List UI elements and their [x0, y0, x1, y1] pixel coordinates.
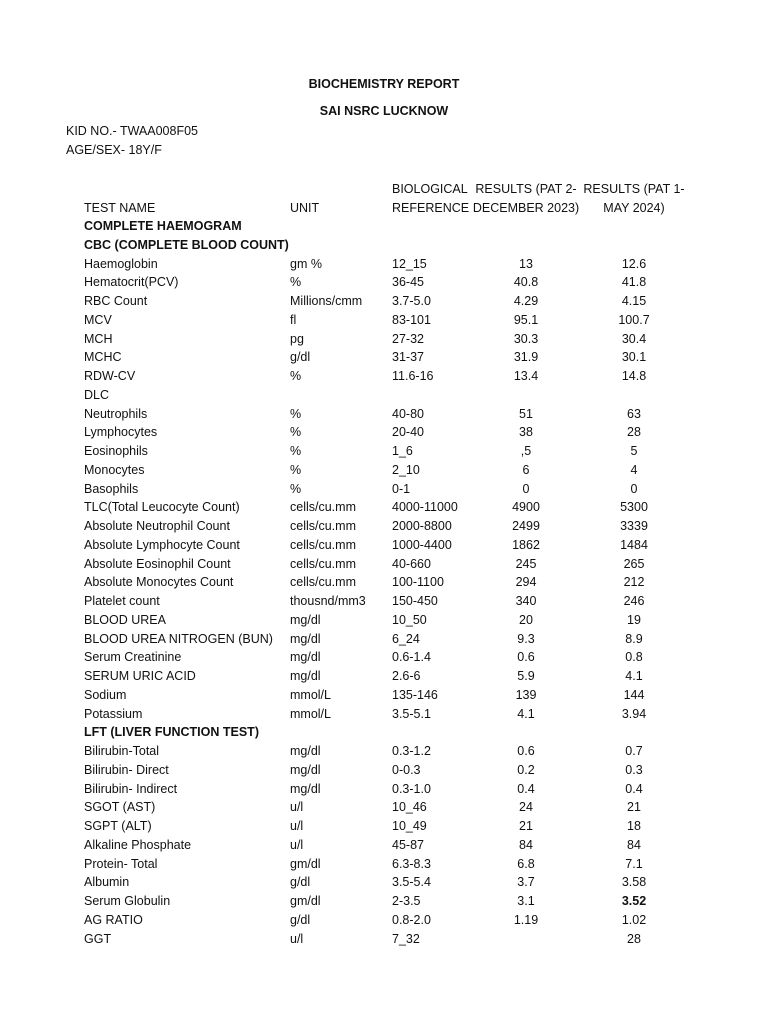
reference-cell: 0.6-1.4 [392, 650, 431, 665]
result-pat2-cell: 6 [522, 462, 530, 477]
reference-cell: 45-87 [392, 837, 424, 852]
section-header-row [0, 217, 768, 236]
reference-cell: 135-146 [392, 687, 438, 702]
table-row [0, 611, 768, 630]
unit-cell: fl [290, 312, 297, 327]
result-pat2-cell: 20 [519, 612, 533, 627]
result-pat2-cell: 31.9 [513, 350, 539, 365]
result-pat2-cell: 5.9 [517, 669, 535, 683]
reference-cell: 31-37 [392, 350, 424, 365]
result-pat1-cell: 144 [623, 687, 645, 702]
res2-line1: RESULTS (PAT 2- [475, 182, 577, 196]
result-pat2-cell: 4900 [512, 500, 540, 515]
reference-cell: 27-32 [392, 331, 424, 346]
test-name-cell: Bilirubin- Indirect [84, 781, 178, 796]
reference-cell: 4000-11000 [392, 500, 458, 515]
section-header-row [0, 723, 768, 742]
table-row [0, 480, 768, 499]
unit-cell: u/l [290, 931, 304, 946]
table-row [0, 798, 768, 817]
test-name-cell: Bilirubin- Direct [84, 762, 169, 777]
table-row [0, 461, 768, 480]
unit-cell: mmol/L [290, 706, 331, 721]
test-name-cell: MCHC [84, 350, 122, 365]
unit-cell: mg/dl [290, 762, 321, 777]
result-pat2-cell: 21 [519, 819, 533, 833]
unit-cell: % [290, 406, 302, 421]
result-pat1-cell: 19 [627, 612, 641, 627]
reference-cell: 2000-8800 [392, 519, 452, 533]
result-pat2-cell: ,5 [520, 444, 532, 458]
result-pat1-cell: 3.52 [621, 894, 647, 908]
test-name-cell: BLOOD UREA [84, 612, 166, 627]
result-pat2-cell: 0.6 [517, 650, 535, 665]
result-pat2-cell: 2499 [512, 519, 540, 533]
test-name-cell: Absolute Lymphocyte Count [84, 537, 240, 552]
result-pat1-cell: 12.6 [621, 256, 647, 271]
result-pat2-cell: 3.1 [517, 894, 535, 908]
table-row [0, 930, 768, 949]
table-row [0, 873, 768, 892]
test-name-cell: Basophils [84, 481, 139, 496]
result-pat1-cell: 4 [630, 462, 638, 477]
table-row [0, 742, 768, 761]
result-pat2-cell: 4.29 [513, 294, 539, 308]
result-pat1-cell: 5300 [620, 500, 648, 515]
result-pat1-cell: 30.4 [621, 331, 647, 346]
unit-cell: mg/dl [290, 650, 321, 665]
age-sex: AGE/SEX- 18Y/F [66, 143, 162, 157]
table-row [0, 273, 768, 292]
bio-ref-line2: REFERENCE [392, 201, 470, 215]
result-pat1-cell: 7.1 [625, 856, 643, 871]
result-pat1-cell: 84 [627, 837, 641, 852]
table-row [0, 705, 768, 724]
unit-cell: cells/cu.mm [290, 537, 356, 552]
table-row [0, 498, 768, 517]
result-pat2-cell: 1862 [512, 537, 540, 552]
res2-line2: DECEMBER 2023) [472, 201, 580, 215]
unit-cell: g/dl [290, 350, 311, 365]
reference-cell: 3.5-5.1 [392, 706, 431, 721]
result-pat2-cell: 139 [515, 687, 537, 702]
reference-cell: 2.6-6 [392, 669, 421, 683]
test-name-cell: Lymphocytes [84, 425, 158, 440]
result-pat1-cell: 3339 [620, 519, 648, 533]
table-row [0, 348, 768, 367]
table-row [0, 442, 768, 461]
unit-cell: % [290, 425, 302, 440]
test-name-cell: Monocytes [84, 462, 145, 477]
test-name-cell: Haemoglobin [84, 256, 158, 271]
unit-cell: % [290, 369, 302, 383]
table-row [0, 517, 768, 536]
table-row [0, 292, 768, 311]
unit-cell: gm/dl [290, 894, 321, 908]
test-name-cell: SGPT (ALT) [84, 819, 152, 833]
reference-cell: 83-101 [392, 312, 431, 327]
result-pat1-cell: 100.7 [618, 312, 650, 327]
result-pat1-cell: 265 [623, 556, 645, 571]
result-pat1-cell: 28 [627, 425, 641, 440]
result-pat1-cell: 0.8 [625, 650, 643, 665]
result-pat2-cell: 0.6 [517, 744, 535, 758]
test-name-cell: Bilirubin-Total [84, 744, 160, 758]
unit-cell: cells/cu.mm [290, 519, 356, 533]
table-row [0, 911, 768, 930]
table-row [0, 892, 768, 911]
result-pat2-cell: 0 [522, 481, 530, 496]
unit-cell: cells/cu.mm [290, 500, 356, 515]
reference-cell: 0-1 [392, 481, 411, 496]
result-pat1-cell: 63 [627, 406, 641, 421]
result-pat2-cell: 4.1 [517, 706, 535, 721]
table-row [0, 686, 768, 705]
result-pat2-cell: 24 [519, 800, 533, 815]
kid-number: KID NO.- TWAA008F05 [66, 124, 198, 138]
test-name-cell: Neutrophils [84, 406, 148, 421]
reference-cell: 11.6-16 [392, 369, 434, 383]
reference-cell: 40-80 [392, 406, 424, 421]
result-pat1-cell: 0 [630, 481, 638, 496]
table-row [0, 536, 768, 555]
result-pat1-cell: 5 [630, 444, 638, 458]
test-name-cell: Absolute Eosinophil Count [84, 556, 231, 571]
reference-cell: 12_15 [392, 256, 427, 271]
result-pat2-cell: 51 [519, 406, 533, 421]
unit-cell: % [290, 462, 302, 477]
unit-cell: % [290, 481, 302, 496]
test-name-cell: Sodium [84, 687, 127, 702]
table-row [0, 367, 768, 386]
test-name-cell: LFT (LIVER FUNCTION TEST) [84, 725, 259, 740]
result-pat2-cell: 13.4 [513, 369, 539, 383]
result-pat2-cell: 1.19 [513, 912, 539, 927]
table-row [0, 667, 768, 686]
table-row [0, 311, 768, 330]
reference-cell: 0.3-1.0 [392, 781, 431, 796]
reference-cell: 36-45 [392, 275, 424, 290]
reference-cell: 10_46 [392, 800, 427, 815]
unit-cell: gm % [290, 256, 322, 271]
test-name-cell: TLC(Total Leucocyte Count) [84, 500, 240, 515]
table-row [0, 780, 768, 799]
result-pat2-cell: 6.8 [517, 856, 535, 871]
unit-cell: Millions/cmm [290, 294, 363, 308]
table-row [0, 555, 768, 574]
bio-ref-line1: BIOLOGICAL [392, 182, 468, 196]
unit-cell: % [290, 275, 302, 290]
table-row [0, 423, 768, 442]
reference-cell: 10_50 [392, 612, 427, 627]
result-pat1-cell: 0.4 [625, 781, 643, 796]
test-name-cell: SERUM URIC ACID [84, 669, 196, 683]
result-pat1-cell: 0.3 [625, 762, 643, 777]
unit-cell: pg [290, 331, 304, 346]
test-name-cell: RDW-CV [84, 369, 136, 383]
result-pat1-cell: 3.94 [621, 706, 647, 721]
test-name-cell: RBC Count [84, 294, 148, 308]
test-name-cell: CBC (COMPLETE BLOOD COUNT) [84, 237, 289, 252]
res1-line1: RESULTS (PAT 1- [583, 182, 685, 196]
result-pat1-cell: 212 [623, 575, 645, 590]
unit-cell: gm/dl [290, 856, 321, 871]
reference-cell: 0-0.3 [392, 762, 421, 777]
column-header-results-pat2 [470, 180, 582, 218]
test-name-cell: Albumin [84, 875, 130, 890]
unit-cell: u/l [290, 800, 304, 815]
reference-cell: 20-40 [392, 425, 424, 440]
reference-cell: 0.3-1.2 [392, 744, 431, 758]
result-pat2-cell: 9.3 [517, 631, 535, 646]
reference-cell: 40-660 [392, 556, 431, 571]
reference-cell: 6.3-8.3 [392, 856, 431, 871]
unit-cell: mg/dl [290, 669, 321, 683]
reference-cell: 10_49 [392, 819, 427, 833]
result-pat2-cell: 3.7 [517, 875, 535, 890]
column-header-test-name: TEST NAME [84, 201, 156, 215]
table-row [0, 855, 768, 874]
result-pat2-cell: 84 [519, 837, 533, 852]
test-name-cell: MCH [84, 331, 113, 346]
test-name-cell: Absolute Neutrophil Count [84, 519, 230, 533]
table-row [0, 255, 768, 274]
test-name-cell: Potassium [84, 706, 143, 721]
result-pat1-cell: 4.15 [621, 294, 647, 308]
result-pat1-cell: 8.9 [625, 631, 643, 646]
reference-cell: 6_24 [392, 631, 420, 646]
result-pat1-cell: 21 [627, 800, 641, 815]
result-pat1-cell: 4.1 [625, 669, 643, 683]
results-table [0, 217, 768, 948]
unit-cell: mg/dl [290, 612, 321, 627]
result-pat2-cell: 95.1 [513, 312, 539, 327]
result-pat2-cell: 38 [519, 425, 533, 440]
column-header-results-pat1 [582, 180, 686, 218]
test-name-cell: SGOT (AST) [84, 800, 156, 815]
reference-cell: 2-3.5 [392, 894, 421, 908]
result-pat1-cell: 30.1 [621, 350, 647, 365]
unit-cell: g/dl [290, 875, 311, 890]
report-subtitle: SAI NSRC LUCKNOW [319, 104, 449, 118]
result-pat2-cell: 0.4 [517, 781, 535, 796]
result-pat1-cell: 18 [627, 819, 641, 833]
unit-cell: mg/dl [290, 631, 321, 646]
report-title: BIOCHEMISTRY REPORT [308, 77, 460, 91]
reference-cell: 0.8-2.0 [392, 912, 431, 927]
result-pat1-cell: 28 [627, 931, 641, 946]
result-pat2-cell: 340 [515, 594, 537, 608]
table-row [0, 817, 768, 836]
test-name-cell: BLOOD UREA NITROGEN (BUN) [84, 631, 273, 646]
result-pat1-cell: 3.58 [621, 875, 647, 890]
unit-cell: cells/cu.mm [290, 556, 356, 571]
table-row [0, 386, 768, 405]
test-name-cell: Protein- Total [84, 856, 158, 871]
result-pat2-cell: 294 [515, 575, 537, 590]
test-name-cell: AG RATIO [84, 912, 143, 927]
column-header-biological-reference [392, 180, 469, 218]
unit-cell: mmol/L [290, 687, 331, 702]
table-row [0, 405, 768, 424]
test-name-cell: Serum Globulin [84, 894, 171, 908]
result-pat1-cell: 14.8 [621, 369, 647, 383]
result-pat1-cell: 0.7 [625, 744, 643, 758]
unit-cell: mg/dl [290, 744, 321, 758]
column-header-unit: UNIT [290, 201, 320, 215]
unit-cell: u/l [290, 837, 304, 852]
result-pat1-cell: 246 [623, 594, 645, 608]
result-pat2-cell: 30.3 [513, 331, 539, 346]
section-header-row [0, 236, 768, 255]
test-name-cell: Platelet count [84, 594, 160, 608]
table-row [0, 648, 768, 667]
test-name-cell: Serum Creatinine [84, 650, 182, 665]
result-pat2-cell: 0.2 [517, 762, 535, 777]
table-row [0, 836, 768, 855]
unit-cell: mg/dl [290, 781, 321, 796]
reference-cell: 1_6 [392, 444, 413, 458]
test-name-cell: Hematocrit(PCV) [84, 275, 179, 290]
reference-cell: 2_10 [392, 462, 420, 477]
reference-cell: 100-1100 [392, 575, 444, 590]
result-pat1-cell: 1484 [620, 537, 648, 552]
table-row [0, 573, 768, 592]
unit-cell: u/l [290, 819, 304, 833]
table-row [0, 630, 768, 649]
result-pat1-cell: 41.8 [621, 275, 647, 290]
reference-cell: 7_32 [392, 931, 420, 946]
res1-line2: MAY 2024) [603, 201, 665, 215]
result-pat2-cell: 245 [515, 556, 537, 571]
result-pat2-cell: 40.8 [513, 275, 539, 290]
unit-cell: g/dl [290, 912, 311, 927]
test-name-cell: MCV [84, 312, 112, 327]
test-name-cell: DLC [84, 387, 110, 402]
unit-cell: thousnd/mm3 [290, 594, 366, 608]
test-name-cell: Absolute Monocytes Count [84, 575, 234, 590]
reference-cell: 150-450 [392, 594, 438, 608]
result-pat2-cell: 13 [519, 256, 533, 271]
reference-cell: 3.7-5.0 [392, 294, 431, 308]
result-pat1-cell: 1.02 [621, 912, 647, 927]
test-name-cell: COMPLETE HAEMOGRAM [84, 219, 242, 233]
table-row [0, 592, 768, 611]
test-name-cell: Eosinophils [84, 444, 148, 458]
unit-cell: % [290, 444, 302, 458]
reference-cell: 3.5-5.4 [392, 875, 431, 890]
table-row [0, 330, 768, 349]
table-row [0, 761, 768, 780]
reference-cell: 1000-4400 [392, 537, 452, 552]
test-name-cell: Alkaline Phosphate [84, 837, 192, 852]
test-name-cell: GGT [84, 931, 112, 946]
unit-cell: cells/cu.mm [290, 575, 356, 590]
